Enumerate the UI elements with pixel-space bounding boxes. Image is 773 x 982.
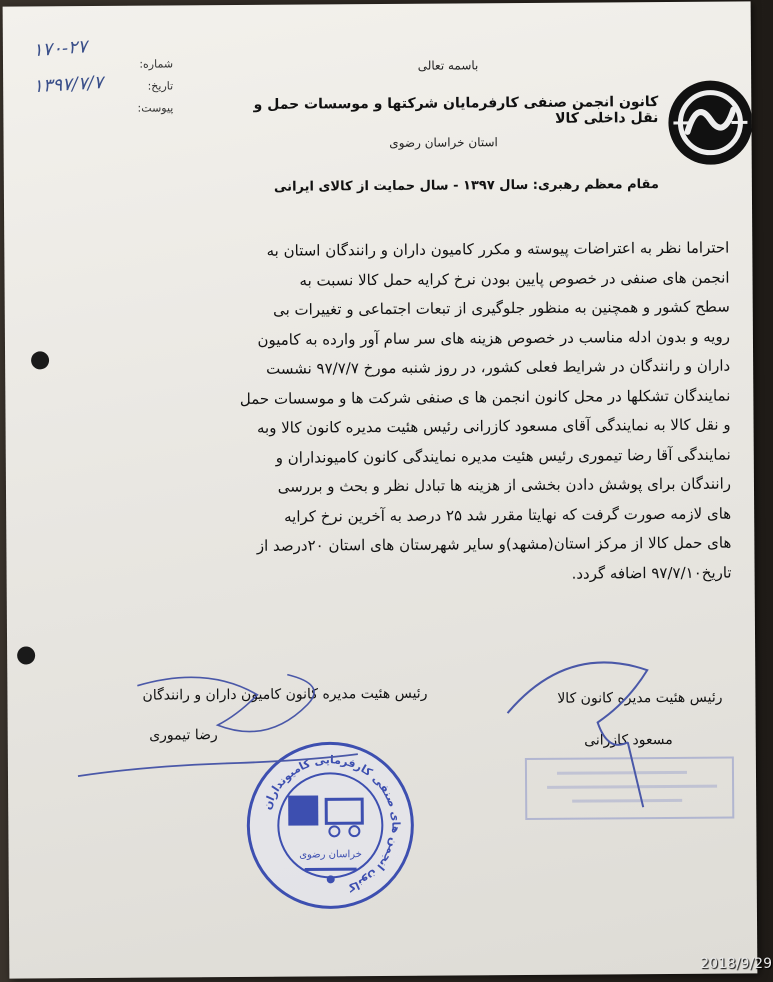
body-line: و نقل کالا به نمایندگی آقای مسعود کازرانی رئیس هئیت مدیره کانون کالا وبه (256, 415, 731, 437)
handwritten-letter-date: ۱۳۹۷/۷/۷ (32, 72, 104, 98)
round-stamp (244, 739, 417, 912)
body-line: های لازمه صورت گرفت که نهایتا مقرر شد ۲۵ درصد به آخرین نرخ کرایه (284, 504, 732, 526)
body-line: انجمن های صنفی در خصوص پایین بودن نرخ کرایه حمل کالا نسبت به (299, 268, 730, 290)
round-stamp-center-text: خراسان رضوی (299, 849, 362, 861)
leader-slogan: مقام معظم رهبری: سال ۱۳۹۷ - سال حمایت از کالای ایرانی (273, 177, 659, 195)
round-stamp-ring-text: کانون انجمن های صنفی کارفرمایی کامیونداران (260, 753, 403, 895)
left-signatory-name: رضا تیموری (149, 727, 218, 744)
body-line: نمایندگان تشکلها در محل کانون انجمن ها ی صنفی شرکت ها و موسسات حمل (239, 386, 731, 408)
organization-title: کانون انجمن صنفی کارفرمایان شرکتها و موسسات حمل و نقل داخلی کالا (253, 94, 659, 127)
body-line: تاریخ۹۷/۷/۱۰ اضافه گردد. (571, 563, 732, 583)
date-label: تاریخ: (147, 79, 174, 93)
rectangular-stamp (525, 757, 734, 820)
organization-subtitle: استان خراسان رضوی (389, 135, 498, 150)
right-signatory-name: مسعود کازرانی (584, 731, 673, 749)
photo-timestamp: 2018/9/29 (700, 956, 772, 972)
organization-logo-icon (667, 79, 754, 166)
handwritten-letter-number: ۱۷۰-۲۷ (32, 36, 89, 62)
punch-hole (31, 351, 49, 369)
bismillah-heading: باسمه تعالی (417, 58, 479, 73)
body-line: رویه و بدون ادله مناسب در خصوص هزینه های سر سام آور وارده به کامیون (257, 327, 730, 349)
body-line: نمایندگی آقا رضا تیموری رئیس هئیت مدیره نمایندگی کانون کامیونداران و (275, 445, 731, 467)
left-signatory-title: رئیس هئیت مدیره کانون کامیون داران و رانندگان (142, 685, 428, 704)
letter-page (3, 1, 758, 978)
punch-hole (17, 646, 35, 664)
body-line: سطح کشور و همچنین به منظور جلوگیری از تبعات اجتماعی و تغییرات بی (273, 297, 730, 319)
letter-meta-labels (98, 53, 173, 120)
attachment-label: پیوست: (137, 101, 174, 115)
number-label: شماره: (139, 57, 174, 71)
body-line: رانندگان برای پوشش دادن بخشی از هزینه ها تبادل نظر و بحث و بررسی (277, 474, 732, 496)
body-line: های حمل کالا از مرکز استان(مشهد)و سایر شهرستان های استان ۲۰درصد از (256, 533, 732, 555)
letter-body (99, 234, 731, 592)
body-line: احتراما نظر به اعتراضات پیوسته و مکرر کامیون داران و رانندگان استان به (266, 238, 730, 260)
body-line: داران و رانندگان در شرایط فعلی کشور، در روز شنبه مورخ ۹۷/۷/۷ نشست (266, 356, 731, 378)
right-signatory-title: رئیس هئیت مدیره کانون کالا (557, 689, 723, 707)
